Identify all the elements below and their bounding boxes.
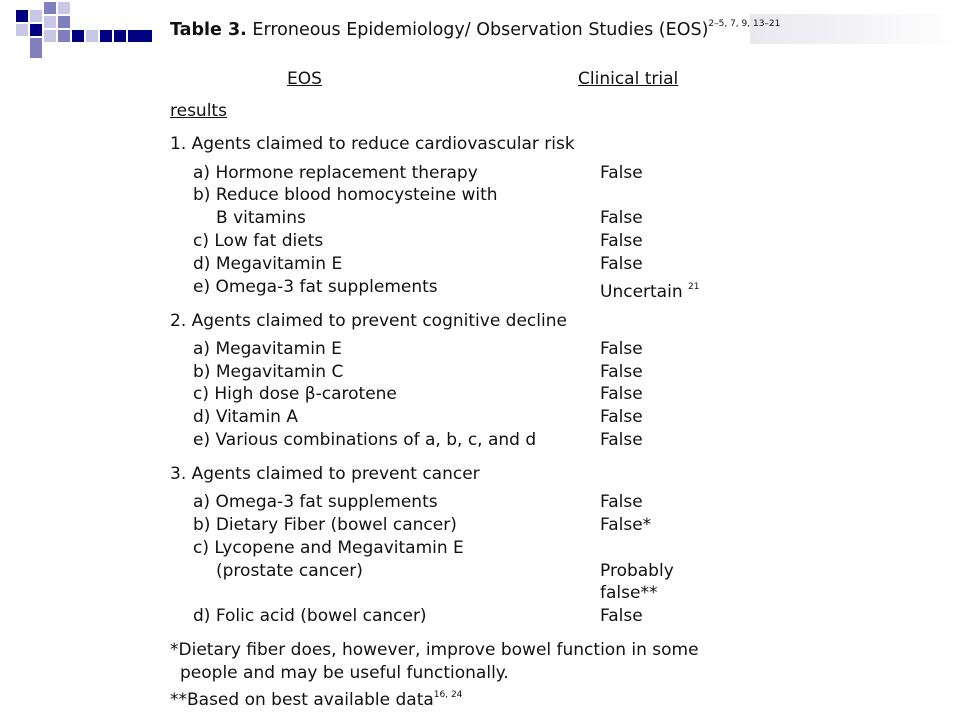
item-result: False <box>600 606 643 626</box>
table-title-label: Table 3. <box>170 20 247 40</box>
decor-square <box>58 30 70 42</box>
item-label: c) Lycopene and Megavitamin E <box>193 538 464 558</box>
section-heading: 1. Agents claimed to reduce cardiovascular risk <box>170 134 575 154</box>
decor-square <box>30 38 42 50</box>
decor-square <box>114 30 126 42</box>
table-title <box>152 12 781 44</box>
item-label: a) Hormone replacement therapy <box>193 163 478 183</box>
footnote-refs: 16, 24 <box>433 690 463 700</box>
footnote-text: **Based on best available data <box>170 690 434 710</box>
table-title-refs: 2–5, 7, 9, 13–21 <box>708 19 781 29</box>
decor-square <box>44 16 56 28</box>
item-label: c) High dose β-carotene <box>193 384 397 404</box>
decor-square <box>58 16 70 28</box>
decor-square <box>16 24 28 36</box>
decor-square <box>58 2 70 14</box>
item-label: d) Megavitamin E <box>193 254 343 274</box>
decor-square <box>30 50 42 58</box>
item-label: a) Omega-3 fat supplements <box>193 492 438 512</box>
item-result: False <box>600 362 643 382</box>
item-result: False <box>600 384 643 404</box>
decor-square <box>100 30 112 42</box>
title-bar-fade <box>750 14 960 44</box>
decor-square <box>30 24 42 36</box>
footnote <box>170 684 462 711</box>
decor-square <box>16 10 28 22</box>
item-label: a) Megavitamin E <box>193 339 342 359</box>
footnote: *Dietary fiber does, however, improve bowel function in some <box>170 640 699 660</box>
item-label: d) Vitamin A <box>193 407 298 427</box>
decor-square <box>128 30 140 42</box>
decor-square <box>140 30 152 42</box>
section-heading: 2. Agents claimed to prevent cognitive decline <box>170 311 567 331</box>
table-title-text: Erroneous Epidemiology/ Observation Studies (EOS) <box>252 20 709 40</box>
item-label: b) Dietary Fiber (bowel cancer) <box>193 515 457 535</box>
item-result-ref: 21 <box>688 282 700 292</box>
item-label: e) Various combinations of a, b, c, and d <box>193 430 537 450</box>
item-result-continued: false** <box>600 583 658 603</box>
column-header-clinical-trial: Clinical trial <box>578 69 679 89</box>
section-heading: 3. Agents claimed to prevent cancer <box>170 464 480 484</box>
item-label: c) Low fat diets <box>193 231 324 251</box>
decor-square <box>30 10 42 22</box>
item-label: b) Reduce blood homocysteine with <box>193 185 498 205</box>
item-result-text: Uncertain <box>600 282 683 302</box>
item-label: d) Folic acid (bowel cancer) <box>193 606 427 626</box>
item-result: False <box>600 339 643 359</box>
item-result: False <box>600 407 643 427</box>
decor-square <box>86 30 98 42</box>
item-label: e) Omega-3 fat supplements <box>193 277 438 297</box>
item-result: False <box>600 208 643 228</box>
decor-square <box>44 30 56 42</box>
decor-square <box>44 2 56 14</box>
item-label-continued: (prostate cancer) <box>216 561 363 581</box>
decor-square <box>72 30 84 42</box>
item-result: False <box>600 492 643 512</box>
column-header-eos: EOS <box>287 69 322 89</box>
item-result: False* <box>600 515 652 535</box>
item-result: False <box>600 430 643 450</box>
column-header-results: results <box>170 101 227 121</box>
item-result: Probably <box>600 561 674 581</box>
item-result: False <box>600 231 643 251</box>
item-result: False <box>600 254 643 274</box>
item-result: False <box>600 163 643 183</box>
item-label-continued: B vitamins <box>216 208 306 228</box>
item-result <box>600 276 699 303</box>
item-label: b) Megavitamin C <box>193 362 344 382</box>
footnote: people and may be useful functionally. <box>180 663 509 683</box>
